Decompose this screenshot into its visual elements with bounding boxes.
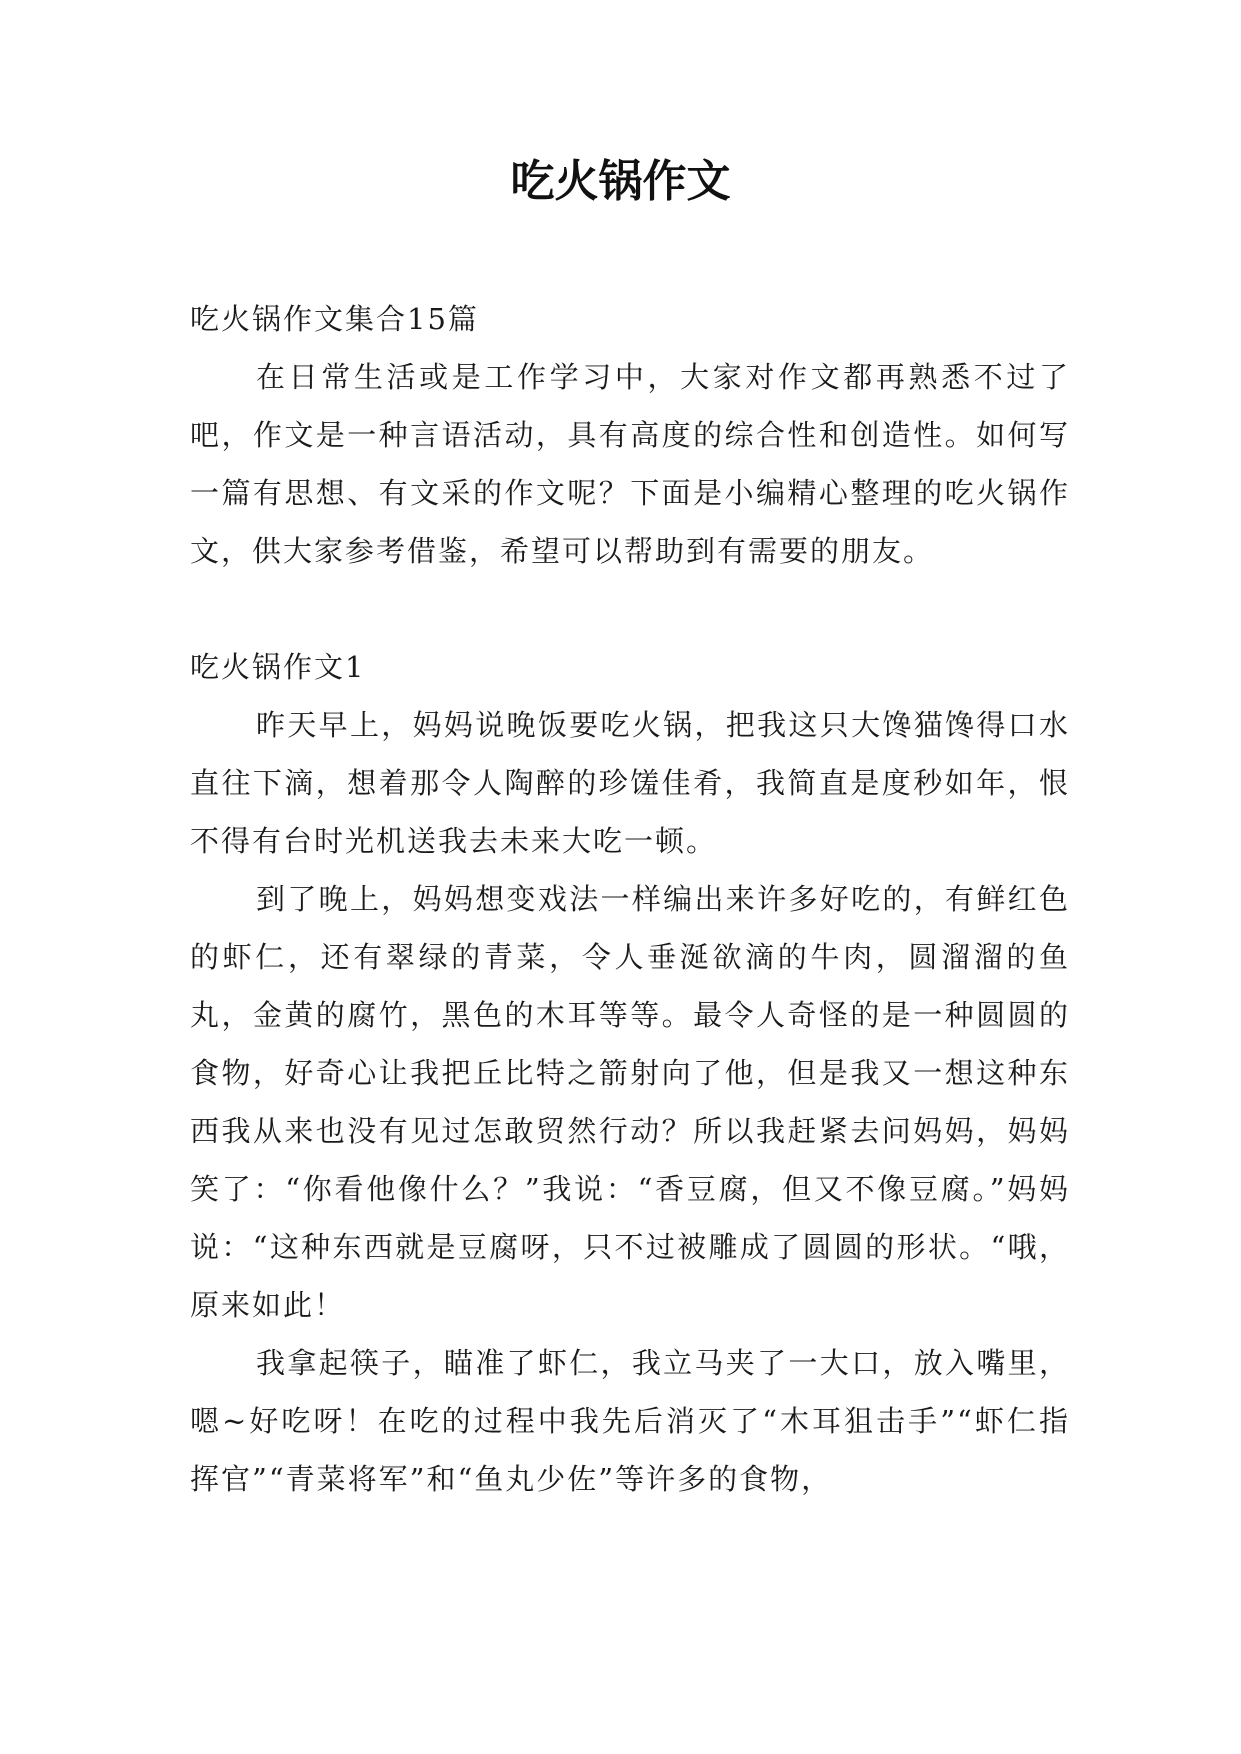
intro-paragraph: 在日常生活或是工作学习中，大家对作文都再熟悉不过了吧，作文是一种言语活动，具有高度的综合性和创造性。如何写一篇有思想、有文采的作文呢？下面是小编精心整理的吃火锅作文，供大家参考借鉴，希望可以帮助到有需要的朋友。 xyxy=(190,360,1070,568)
body-paragraph: 昨天早上，妈妈说晚饭要吃火锅，把我这只大馋猫馋得口水直往下滴，想着那令人陶醉的珍馐佳肴，我简直是度秒如年，恨不得有台时光机送我去未来大吃一顿。 xyxy=(190,708,1070,858)
document-body xyxy=(190,290,1070,1508)
document-title: 吃火锅作文 xyxy=(510,156,731,207)
section-heading: 吃火锅作文1 xyxy=(190,650,366,684)
document-subtitle: 吃火锅作文集合15篇 xyxy=(190,302,479,336)
body-paragraph: 到了晚上，妈妈想变戏法一样编出来许多好吃的，有鲜红色的虾仁，还有翠绿的青菜，令人垂涎欲滴的牛肉，圆溜溜的鱼丸，金黄的腐竹，黑色的木耳等等。最令人奇怪的是一种圆圆的食物，好奇心让我把丘比特之箭射向了他，但是我又一想这种东西我从来也没有见过怎敢贸然行动？所以我赶紧去问妈妈，妈妈笑了：“你看他像什么？”我说：“香豆腐，但又不像豆腐。”妈妈说：“这种东西就是豆腐呀，只不过被雕成了圆圆的形状。“哦，原来如此！ xyxy=(190,882,1070,1322)
body-paragraph: 我拿起筷子，瞄准了虾仁，我立马夹了一大口，放入嘴里，嗯~好吃呀！在吃的过程中我先后消灭了“木耳狙击手”“虾仁指挥官”“青菜将军”和“鱼丸少佐”等许多的食物， xyxy=(190,1346,1070,1496)
